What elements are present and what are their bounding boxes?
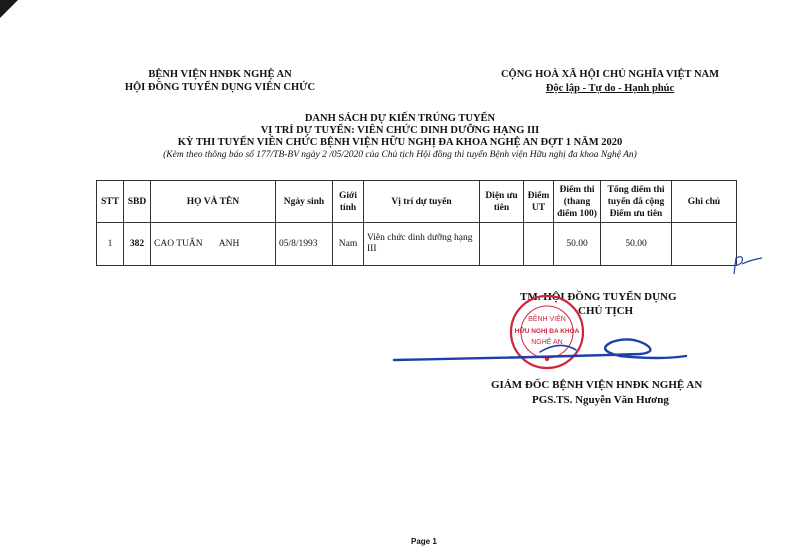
col-exam-score: Điểm thi (thang điểm 100) (554, 181, 601, 223)
candidate-table (96, 180, 737, 266)
header-right-line1: CỘNG HOÀ XÃ HỘI CHỦ NGHĨA VIỆT NAM (500, 69, 720, 80)
col-gender: Giới tính (333, 181, 364, 223)
cell-name: CAO TUẤN ANH (151, 223, 276, 266)
doc-note: (Kèm theo thông báo số 177/TB-BV ngày 2 /05/2020 của Chủ tịch Hội đồng thi tuyển Bệnh viện Hữu nghị đa khoa Nghệ An) (163, 150, 637, 160)
cell-exam-score: 50.00 (554, 223, 601, 266)
cell-stt: 1 (97, 223, 124, 266)
header-left-line2: HỘI ĐỒNG TUYỂN DỤNG VIÊN CHỨC (124, 82, 316, 93)
col-note: Ghi chú (672, 181, 737, 223)
cell-gender: Nam (333, 223, 364, 266)
col-stt: STT (97, 181, 124, 223)
col-sbd: SBD (124, 181, 151, 223)
col-priority: Diện ưu tiên (480, 181, 524, 223)
scan-corner-mark (0, 0, 18, 18)
cell-total-score: 50.00 (601, 223, 672, 266)
page-number: Page 1 (411, 537, 437, 546)
cell-priority (480, 223, 524, 266)
col-name: HỌ VÀ TÊN (151, 181, 276, 223)
col-dob: Ngày sinh (276, 181, 333, 223)
initials-mark (728, 250, 768, 280)
handwritten-signature (390, 322, 690, 370)
col-total-score: Tổng điểm thi tuyển đã cộng Điểm ưu tiên (601, 181, 672, 223)
cell-note (672, 223, 737, 266)
doc-title-line2: VỊ TRÍ DỰ TUYỂN: VIÊN CHỨC DINH DƯỠNG HẠNG III (260, 125, 540, 136)
doc-title-line1: DANH SÁCH DỰ KIẾN TRÚNG TUYỂN (304, 113, 496, 124)
table-header-row (97, 181, 737, 223)
signature-role: CHỦ TỊCH (578, 305, 634, 317)
signer-name: PGS.TS. Nguyễn Văn Hương (532, 394, 669, 406)
cell-ut-score (524, 223, 554, 266)
stamp-text-bottom: NGHỆ AN (531, 339, 563, 346)
cell-dob: 05/8/1993 (276, 223, 333, 266)
cell-sbd: 382 (124, 223, 151, 266)
header-left-line1: BỆNH VIỆN HNĐK NGHỆ AN (148, 69, 292, 80)
col-ut-score: Điểm UT (524, 181, 554, 223)
signature-on-behalf: TM. HỘI ĐỒNG TUYỂN DỤNG (520, 291, 677, 303)
col-position: Vị trí dự tuyển (364, 181, 480, 223)
signer-title: GIÁM ĐỐC BỆNH VIỆN HNĐK NGHỆ AN (491, 379, 703, 391)
cell-position: Viên chức dinh dưỡng hạng III (364, 223, 480, 266)
table-row (97, 223, 737, 266)
header-right-line2: Độc lập - Tự do - Hạnh phúc (545, 83, 675, 94)
doc-title-line3: KỲ THI TUYỂN VIÊN CHỨC BỆNH VIỆN HỮU NGHỊ ĐA KHOA NGHỆ AN ĐỢT 1 NĂM 2020 (177, 137, 623, 148)
stamp-text-top: BỆNH VIỆN (528, 316, 566, 323)
stamp-text-middle: HỮU NGHỊ ĐA KHOA (514, 328, 580, 335)
